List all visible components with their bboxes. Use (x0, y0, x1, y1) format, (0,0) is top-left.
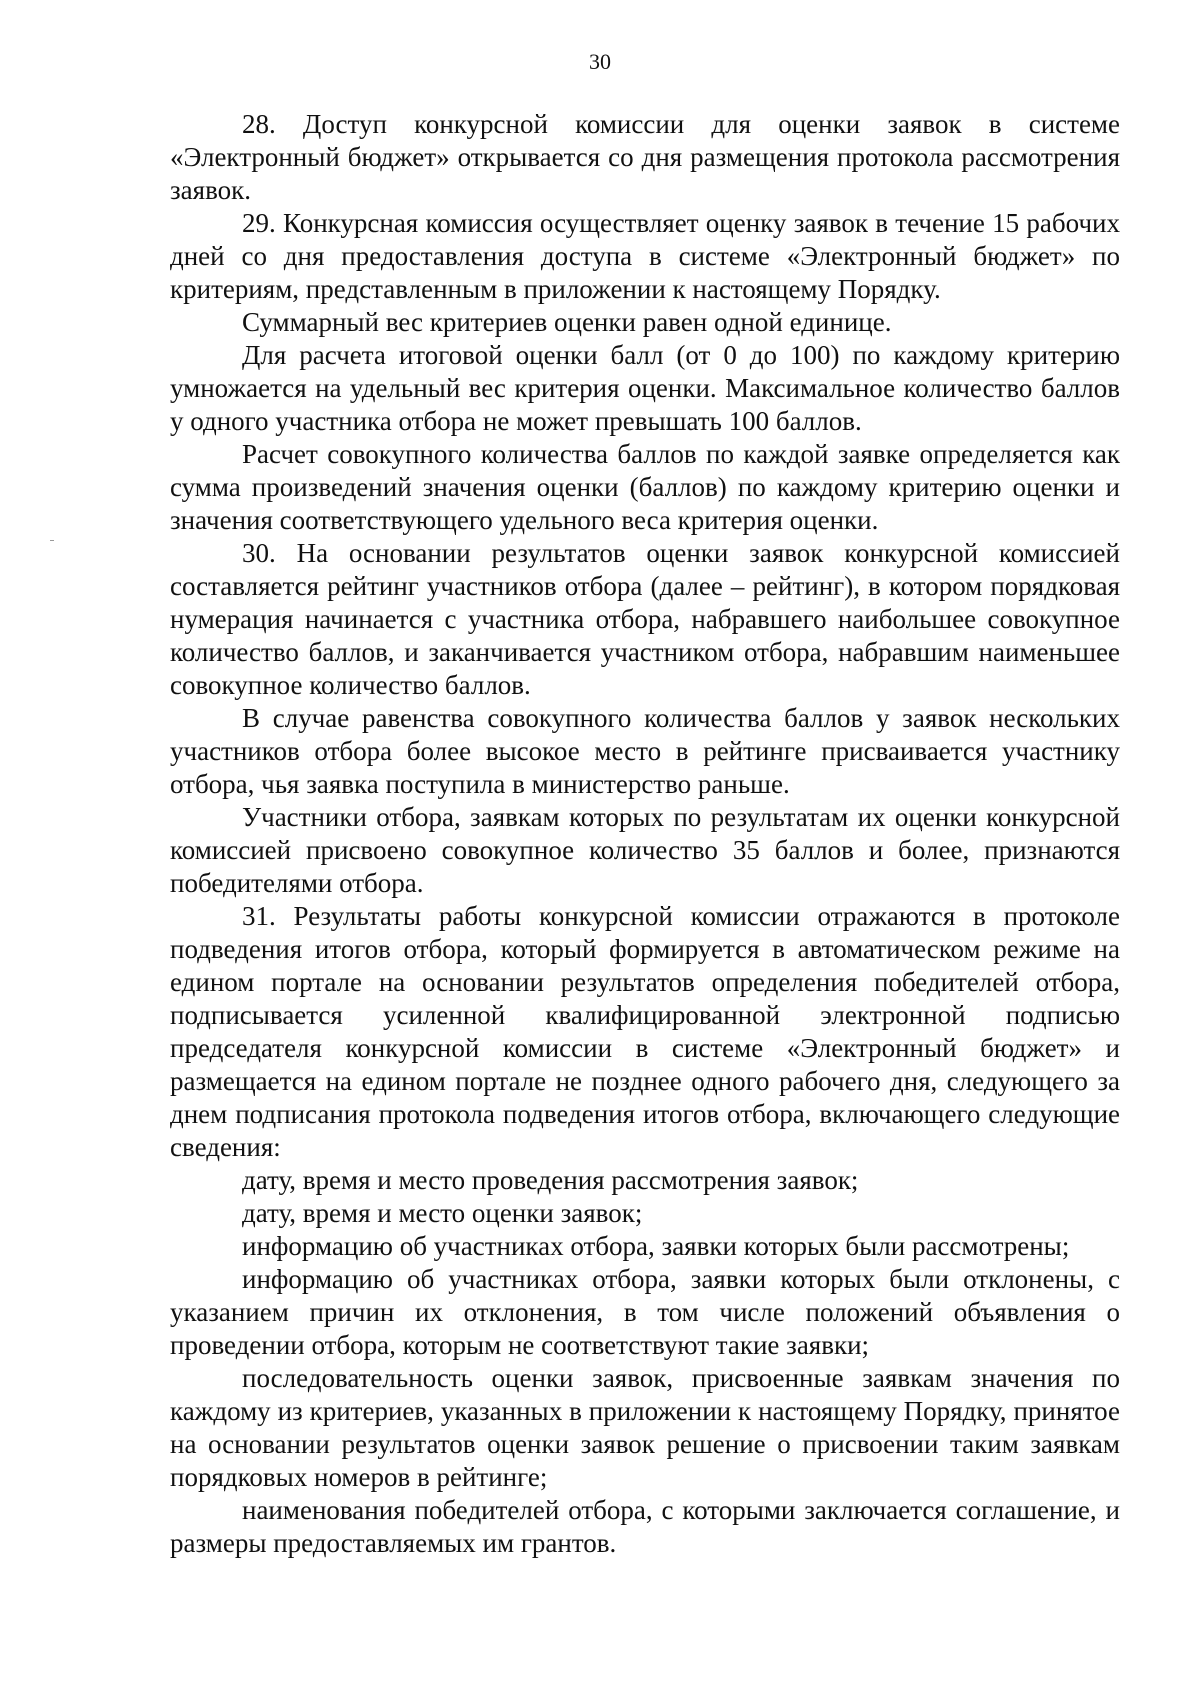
paragraph-winners: Участники отбора, заявкам которых по результатам их оценки конкурсной комиссией присвоено совокупное количество 35 баллов и более, признаются победителями отбора. (170, 802, 1120, 898)
margin-mark (50, 540, 54, 541)
paragraph-30: 30. На основании результатов оценки заявок конкурсной комиссией составляется рейтинг участников отбора (далее – рейтинг), в котором порядковая нумерация начинается с участника отбора, набравшего наибольшее совокупное количество баллов, и заканчивается участником отбора, набравшим наименьшее совокупное количество баллов. (170, 538, 1120, 700)
list-item-review-date: дату, время и место проведения рассмотрения заявок; (242, 1165, 859, 1195)
list-item-evaluation-date: дату, время и место оценки заявок; (242, 1198, 643, 1228)
paragraph-29: 29. Конкурсная комиссия осуществляет оценку заявок в течение 15 рабочих дней со дня предоставления доступа в системе «Электронный бюджет» по критериям, представленным в приложении к настоящему Порядку. (170, 208, 1120, 304)
page-number: 30 (589, 49, 611, 74)
paragraph-weights-sum: Суммарный вес критериев оценки равен одной единице. (242, 307, 892, 337)
paragraph-31: 31. Результаты работы конкурсной комиссии отражаются в протоколе подведения итогов отбора, который формируется в автоматическом режиме на едином портале на основании результатов определения победителей отбора, подписывается усиленной квалифицированной электронной подписью председателя конкурсной комиссии в системе «Электронный бюджет» и размещается на едином портале не позднее одного рабочего дня, следующего за днем подписания протокола подведения итогов отбора, включающего следующие сведения: (170, 901, 1120, 1162)
paragraph-score-calculation: Для расчета итоговой оценки балл (от 0 до 100) по каждому критерию умножается на удельный вес критерия оценки. Максимальное количество баллов у одного участника отбора не может превышать 100 баллов. (170, 340, 1120, 436)
paragraph-28: 28. Доступ конкурсной комиссии для оценки заявок в системе «Электронный бюджет» открывается со дня размещения протокола рассмотрения заявок. (170, 109, 1120, 205)
list-item-reviewed-participants: информацию об участниках отбора, заявки которых были рассмотрены; (242, 1231, 1070, 1261)
list-item-rejected-participants: информацию об участниках отбора, заявки которых были отклонены, с указанием причин их отклонения, в том числе положений объявления о проведении отбора, которым не соответствуют такие заявки; (170, 1264, 1120, 1360)
paragraph-total-score: Расчет совокупного количества баллов по каждой заявке определяется как сумма произведений значения оценки (баллов) по каждому критерию оценки и значения соответствующего удельного веса критерия оценки. (170, 439, 1120, 535)
list-item-winners-names: наименования победителей отбора, с которыми заключается соглашение, и размеры предоставляемых им грантов. (170, 1495, 1120, 1558)
document-body (170, 108, 1120, 1560)
paragraph-tie-break: В случае равенства совокупного количества баллов у заявок нескольких участников отбора более высокое место в рейтинге присваивается участнику отбора, чья заявка поступила в министерство раньше. (170, 703, 1120, 799)
list-item-evaluation-sequence: последовательность оценки заявок, присвоенные заявкам значения по каждому из критериев, указанных в приложении к настоящему Порядку, принятое на основании результатов оценки заявок решение о присвоении таким заявкам порядковых номеров в рейтинге; (170, 1363, 1120, 1492)
